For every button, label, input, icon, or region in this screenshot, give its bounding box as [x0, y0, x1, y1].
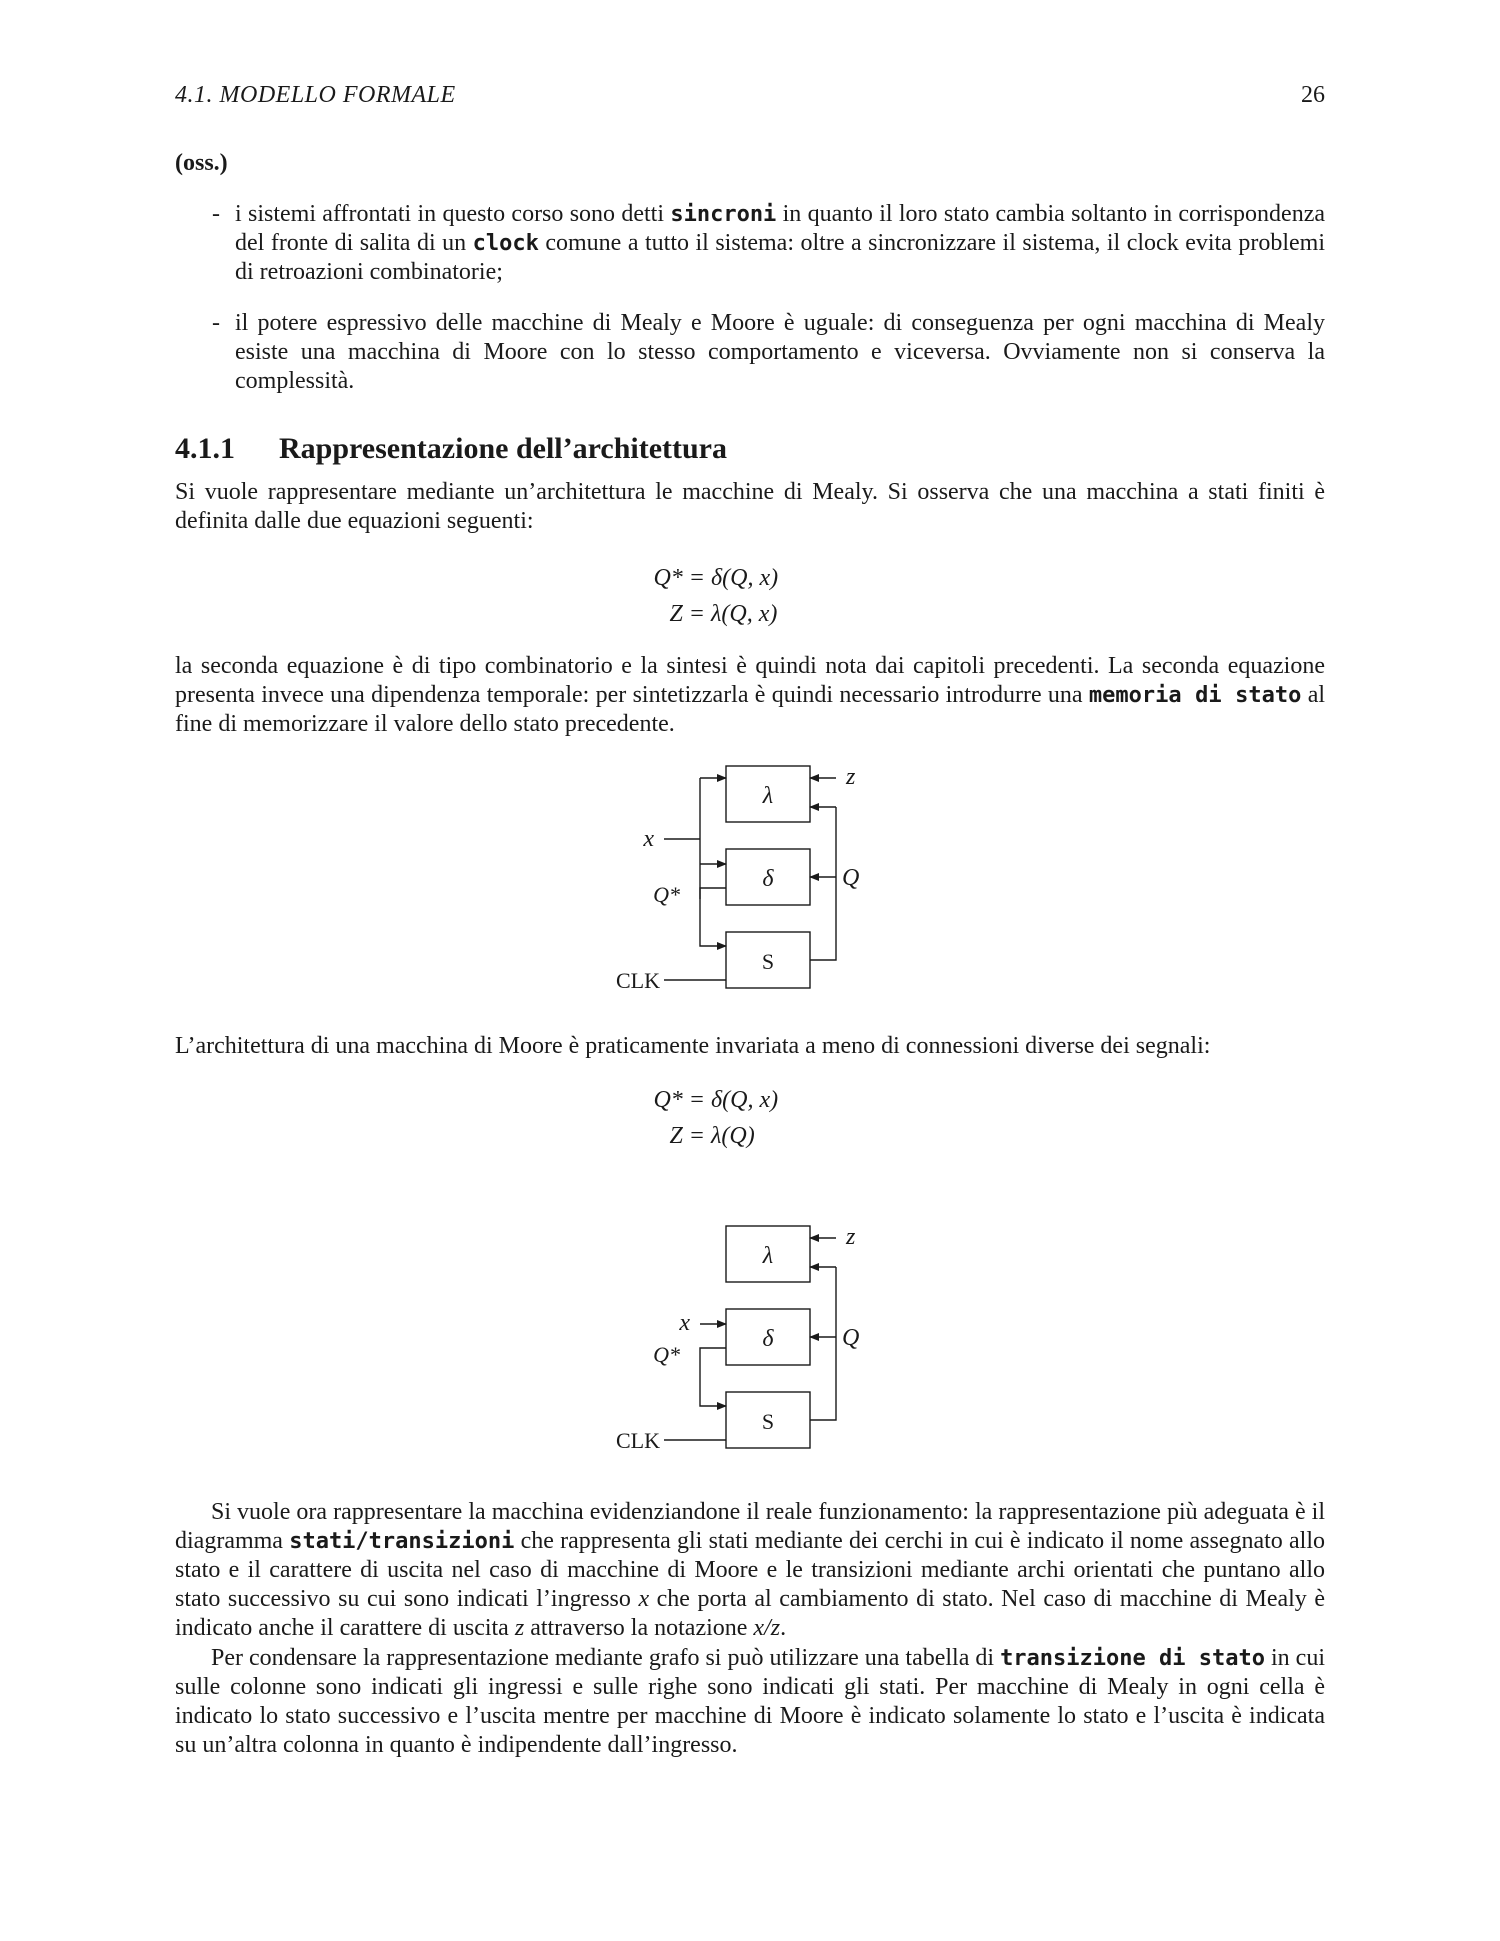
box-label-delta: δ	[762, 1326, 774, 1352]
observation-list	[205, 200, 1325, 418]
equations-moore	[560, 1082, 940, 1154]
mealy-architecture-diagram	[600, 762, 900, 1007]
equation-row: Z = λ(Q, x)	[669, 601, 778, 627]
paragraph-moore-intro: L’architettura di una macchina di Moore è praticamente invariata a meno di connessioni diverse dei segnali:	[175, 1033, 1211, 1059]
input-clk-label: CLK	[616, 1428, 660, 1453]
paragraph-state-diagram: Si vuole ora rappresentare la macchina evidenziandone il reale funzionamento: la rappresentazione più adeguata è il diagramma stati/transizioni che rappresenta gli stati mediante dei cerchi in cui è indicato il nome assegnato allo stato e il carattere di uscita nel caso di macchine di Moore e le transizioni mediante archi orientati che puntano allo stato successivo su cui sono indicati l’ingresso x che porta al cambiamento di stato. Nel caso di macchine di Mealy è indicato anche il carattere di uscita z attraverso la notazione x/z.	[175, 1499, 1325, 1641]
box-label-s: S	[761, 949, 775, 974]
moore-architecture-diagram	[600, 1222, 900, 1467]
box-label-delta: δ	[762, 866, 774, 892]
output-z-label: z	[846, 1224, 856, 1250]
input-clk-label: CLK	[616, 968, 660, 993]
running-header	[175, 82, 1325, 109]
output-z-label: z	[846, 764, 856, 790]
list-item: - i sistemi affrontati in questo corso sono detti sincroni in quanto il loro stato cambia soltanto in corrispondenza del fronte di salita di un clock comune a tutto il sistema: oltre a sincronizzare il sistema, il clock evita problemi di retroazioni combinatorie;	[212, 201, 1325, 285]
paragraph-state-memory: la seconda equazione è di tipo combinatorio e la sintesi è quindi nota dai capitoli precedenti. La seconda equazione presenta invece una dipendenza temporale: per sintetizzarla è quindi necessario introdurre una memoria di stato al fine di memorizzare il valore dello stato precedente.	[175, 653, 1326, 737]
box-label-lambda: λ	[762, 1243, 774, 1269]
section-heading	[175, 432, 727, 466]
paragraph-transition-table: Per condensare la rappresentazione mediante grafo si può utilizzare una tabella di transizione di stato in cui sulle colonne sono indicati gli ingressi e sulle righe sono indicati gli stati. Per macchine di Mealy in ogni cella è indicato lo stato successivo e l’uscita mentre per macchine di Moore è indicato solamente lo stato e l’uscita è indicata su un’altra colonna in quanto è indipendente dall’ingresso.	[175, 1645, 1325, 1758]
section-title: Rappresentazione dell’architettura	[279, 432, 727, 465]
input-qstar-label: Q*	[653, 1342, 680, 1367]
list-item: - il potere espressivo delle macchine di Mealy e Moore è uguale: di conseguenza per ogni macchina di Mealy esiste una macchina di Moore con lo stesso comportamento e viceversa. Ovviamente non si conserva la complessità.	[212, 310, 1325, 394]
equation-row: Z = λ(Q)	[669, 1123, 755, 1149]
feedback-q-label: Q	[842, 1325, 860, 1351]
input-x-label: x	[643, 826, 654, 852]
feedback-q-label: Q	[842, 865, 860, 891]
section-number: 4.1.1	[175, 432, 235, 465]
input-qstar-label: Q*	[653, 882, 680, 907]
input-x-label: x	[679, 1310, 690, 1336]
equation-row: Q* = δ(Q, x)	[653, 565, 779, 591]
paragraph-intro: Si vuole rappresentare mediante un’architettura le macchine di Mealy. Si osserva che una macchina a stati finiti è definita dalle due equazioni seguenti:	[175, 479, 1325, 534]
equations-mealy	[560, 560, 940, 632]
page-number: 26	[1301, 82, 1325, 108]
box-label-lambda: λ	[762, 783, 774, 809]
equation-row: Q* = δ(Q, x)	[653, 1087, 779, 1113]
header-section: 4.1. MODELLO FORMALE	[175, 82, 456, 108]
box-label-s: S	[761, 1409, 775, 1434]
oss-label: (oss.)	[175, 150, 228, 176]
